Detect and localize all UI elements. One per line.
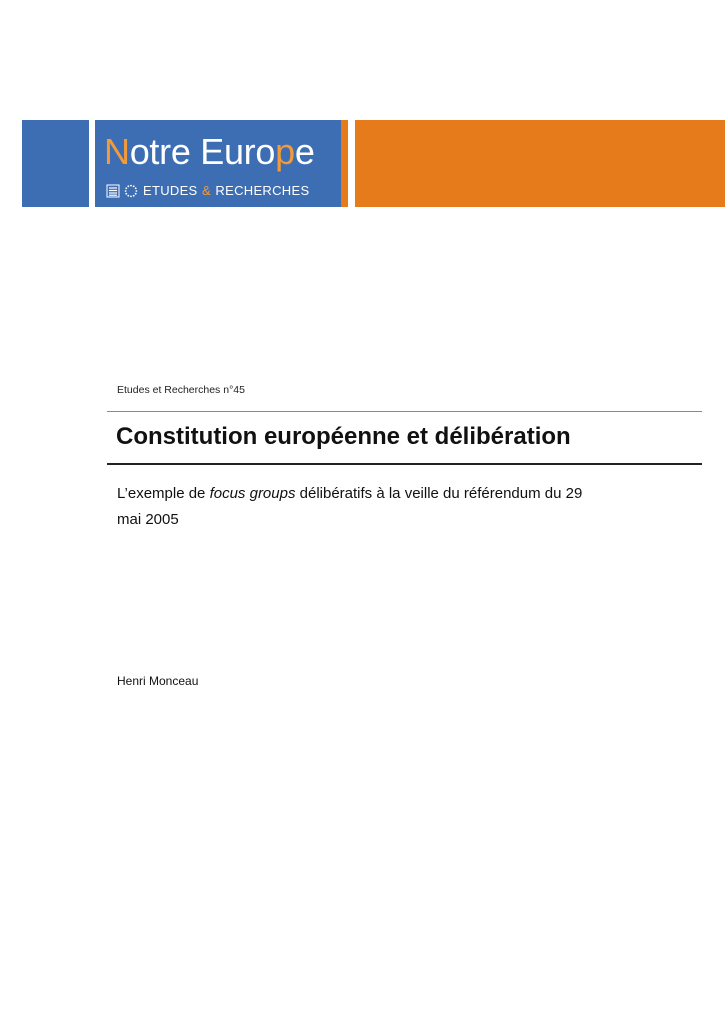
series-label: Etudes et Recherches n°45 bbox=[117, 384, 245, 396]
eu-stars-icon bbox=[124, 184, 138, 198]
subtitle-text-after: délibératifs à la veille du référendum du 29 mai 2005 bbox=[117, 485, 583, 528]
document-icon bbox=[106, 184, 120, 198]
document-subtitle bbox=[117, 481, 597, 533]
notre-europe-logo bbox=[95, 120, 336, 207]
banner-left-block bbox=[22, 120, 89, 207]
logo-wordmark bbox=[104, 130, 315, 174]
logo-subtitle-etudes: ETUDES bbox=[143, 183, 198, 198]
document-title: Constitution européenne et délibération bbox=[116, 423, 571, 450]
logo-subtitle bbox=[106, 183, 309, 199]
banner-divider-orange bbox=[341, 120, 348, 207]
logo-letter-n: N bbox=[104, 131, 130, 172]
subtitle-italic-focus-groups: focus groups bbox=[209, 485, 296, 502]
logo-subtitle-ampersand: & bbox=[201, 183, 211, 198]
divider-bottom bbox=[107, 463, 702, 465]
logo-text-end: e bbox=[294, 131, 315, 172]
logo-text-mid: otre Euro bbox=[129, 131, 276, 172]
logo-letter-p: p bbox=[275, 131, 295, 172]
divider-top bbox=[107, 411, 702, 412]
subtitle-text-before: L’exemple de bbox=[117, 485, 210, 502]
author-name: Henri Monceau bbox=[117, 674, 199, 688]
banner-right-block bbox=[355, 120, 725, 207]
logo-subtitle-recherches: RECHERCHES bbox=[215, 183, 310, 198]
